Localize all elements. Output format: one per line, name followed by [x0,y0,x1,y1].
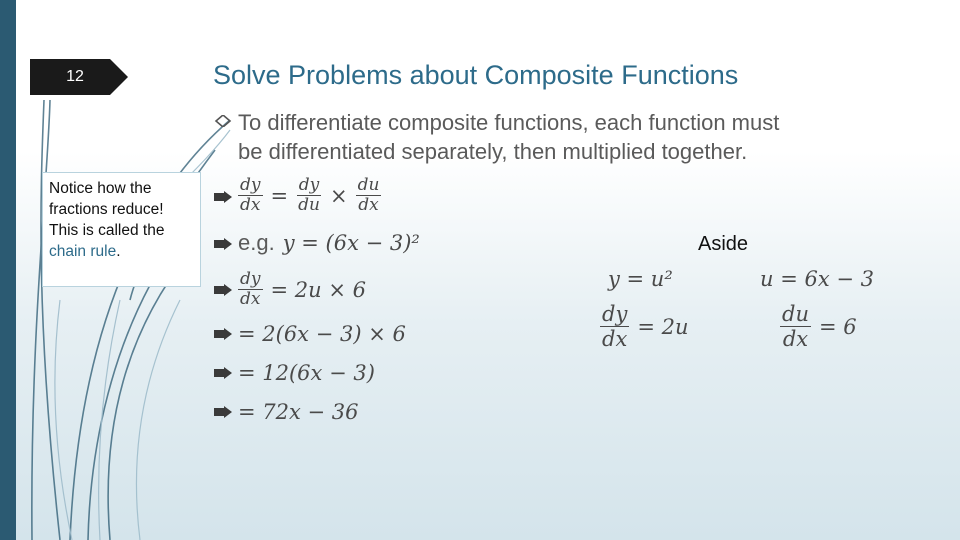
arrow-bullet-icon [214,191,232,203]
aside-dy-du: $\frac{dy}{dx}$ = 2u [602,302,689,351]
intro-text-line-1: To differentiate composite functions, each function must [238,110,780,135]
aside-u-definition: u = 6x − 3 [760,267,874,291]
note-box [42,172,201,287]
intro-text-line-2: be differentiated separately, then multiplied together. [238,139,748,164]
step-substitution: = 2(6x − 3) × 6 [238,322,406,346]
aside-heading: Aside [698,233,749,255]
aside-y-definition: y = u² [608,267,673,291]
slide-number: 12 [66,68,84,85]
fraction-du-dx: $\frac{du}{dx}$ [782,302,809,351]
chain-rule-link[interactable]: chain rule [49,243,117,260]
note-text: Notice how the fractions reduce! This is called the [49,180,165,239]
diamond-bullet-icon [214,115,232,127]
chain-rule-equation: $\frac{dy}{dx}$ = $\frac{dy}{du}$ × $\frac{du}{dx}$ [240,175,380,215]
fraction-dy-du: $\frac{dy}{dx}$ [602,302,628,351]
arrow-bullet-icon [214,284,232,296]
arrow-bullet-icon [214,367,232,379]
step-final: = 72x − 36 [238,400,359,424]
arrow-bullet-icon [214,238,232,250]
step-simplified: = 12(6x − 3) [238,361,375,385]
example-line: e.g. y = (6x − 3)² [238,230,420,255]
note-period: . [116,243,121,260]
slide-title: Solve Problems about Composite Functions [213,60,739,90]
fraction-dy-dx: $\frac{dy}{dx}$ [240,269,261,309]
step-dy-dx-2u-times-6: $\frac{dy}{dx}$ = 2u × 6 [240,269,366,309]
fraction-dy-dx: $\frac{dy}{dx}$ [240,175,261,215]
arrow-bullet-icon [214,328,232,340]
aside-du-dx: $\frac{du}{dx}$ = 6 [782,302,857,351]
fraction-dy-du: $\frac{dy}{du}$ [298,175,320,215]
fraction-du-dx: $\frac{du}{dx}$ [357,175,380,215]
arrow-bullet-icon [214,406,232,418]
